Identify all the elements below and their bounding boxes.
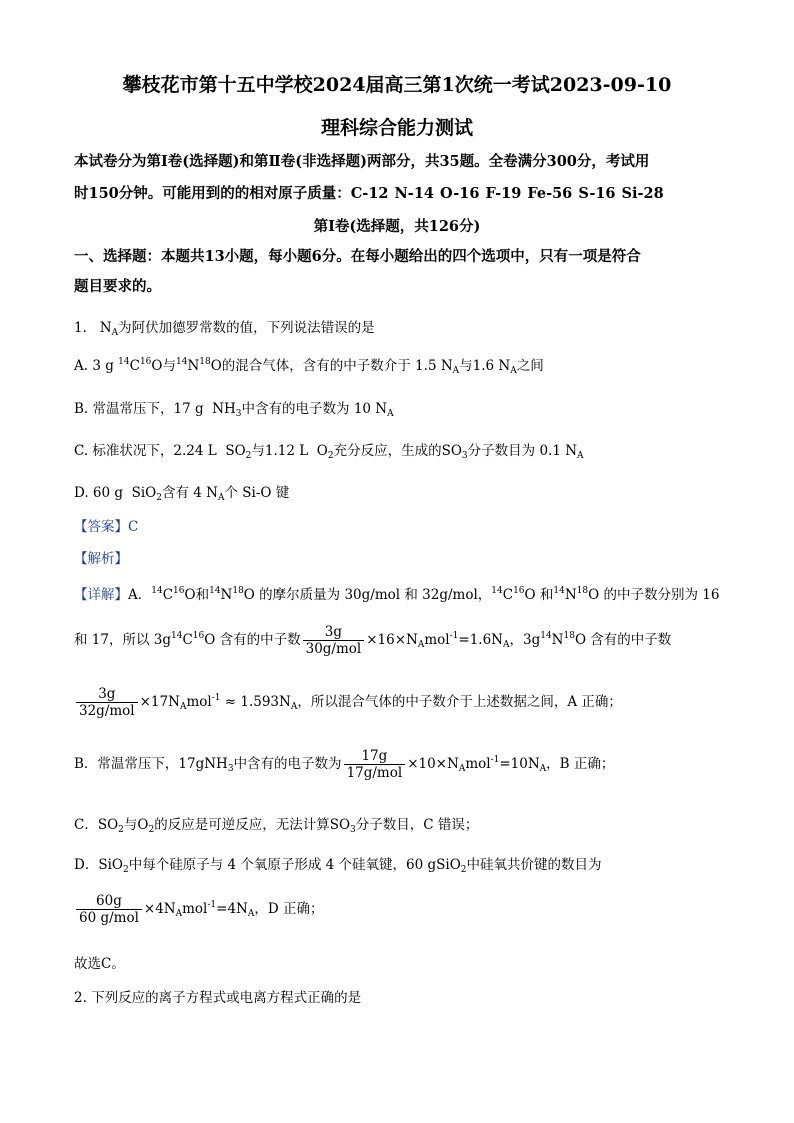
detail-a-line-3: $\frac{3g}{\text{32g/mol}}$ $\times 17N_Amol^{-1} \approx 1.593N_A$，所以混合气体的中子数介于上述数据之间，A 正确； — [74, 686, 622, 719]
exam-title: 攀枝花市第十五中学校2024届高三第1次统一考试2023-09-10 — [122, 74, 672, 96]
fraction-3g-32g: $\frac{3g}{\text{32g/mol}}$ — [76, 686, 138, 719]
section-title: 第Ⅰ卷(选择题，共126分) — [313, 218, 481, 235]
question-1-option-a: A. 3 g $^{14}C^{16}O$与$^{14}N^{18}O$的混合气体，含有的中子数介于 1.5 $N_A$与1.6 $N_A$之间 — [74, 357, 544, 376]
question-1-option-d: D. 60 g SiO$_2$含有 4 $N_A$个 Si-O 键 — [74, 485, 290, 503]
conclusion: 故选C。 — [74, 956, 125, 972]
analysis-label: 【解析】 — [74, 551, 128, 567]
question-1-option-b: B. 常温常压下，17 g $NH_3$中含有的电子数为 10 $N_A$ — [74, 401, 394, 419]
question-1-stem: 1. $N_A$为阿伏加德罗常数的值，下列说法错误的是 — [74, 320, 375, 338]
detail-c: C．$SO_2$与$O_2$的反应是可逆反应，无法计算$SO_3$分子数目，C 错误； — [74, 817, 479, 835]
detail-d-line-2: $\frac{60g}{\text{60 g/mol}}$ $\times 4N_Amol^{-1}=4N_A$，D 正确； — [74, 893, 324, 926]
question-2-stem: 2. 下列反应的离子方程式或电离方程式正确的是 — [74, 990, 362, 1006]
question-1-option-c: C. 标准状况下，2.24 L $SO_2$与1.12 L $O_2$充分反应，生成的$SO_3$分子数目为 0.1 $N_A$ — [74, 443, 584, 461]
detail-b: B．常温常压下，17gNH$_3$中含有的电子数为 $\frac{17g}{\text{17g/mol}}$ $\times 10\times N_Amol^{-1}=10N_A$，B 正确； — [74, 748, 615, 781]
detail-a-line-2: 和 17，所以 $3g^{14}C^{16}O$ 含有的中子数 $\frac{3g}{\text{30g/mol}}$ $\times 16\times N_Amol^{-1}=1.6N_A$，$3g^{14}N^{18}O$ 含有的中子数 — [74, 624, 672, 657]
fraction-17g-17g: $\frac{17g}{\text{17g/mol}}$ — [344, 748, 406, 781]
section-instruction-2: 题目要求的。 — [74, 278, 161, 295]
detail-a-line-1: 【详解】A．$^{14}C^{16}O$和$^{14}N^{18}O$ 的摩尔质量为 30g/mol 和 32g/mol，$^{14}C^{16}O$ 和$^{14}N^{18}O$ 的中子数分别为 16 — [74, 586, 720, 603]
intro-line-1: 本试卷分为第Ⅰ卷(选择题)和第Ⅱ卷(非选择题)两部分，共35题。全卷满分300分，考试用 — [74, 153, 650, 170]
intro-line-2: 时150分钟。可能用到的的相对原子质量：C-12 N-14 O-16 F-19 Fe-56 S-16 Si-28 — [74, 185, 664, 202]
section-instruction-1: 一、选择题：本题共13小题，每小题6分。在每小题给出的四个选项中，只有一项是符合 — [74, 248, 641, 265]
answer-label: 【答案】C — [74, 519, 139, 535]
exam-subtitle: 理科综合能力测试 — [320, 117, 473, 139]
fraction-3g-30g: $\frac{3g}{\text{30g/mol}}$ — [303, 624, 365, 657]
fraction-60g-60g: $\frac{60g}{\text{60 g/mol}}$ — [76, 893, 142, 926]
detail-d-line-1: D．SiO$_2$中每个硅原子与 4 个氧原子形成 4 个硅氧键，60 gSiO$_2$中硅氧共价键的数目为 — [74, 857, 602, 875]
